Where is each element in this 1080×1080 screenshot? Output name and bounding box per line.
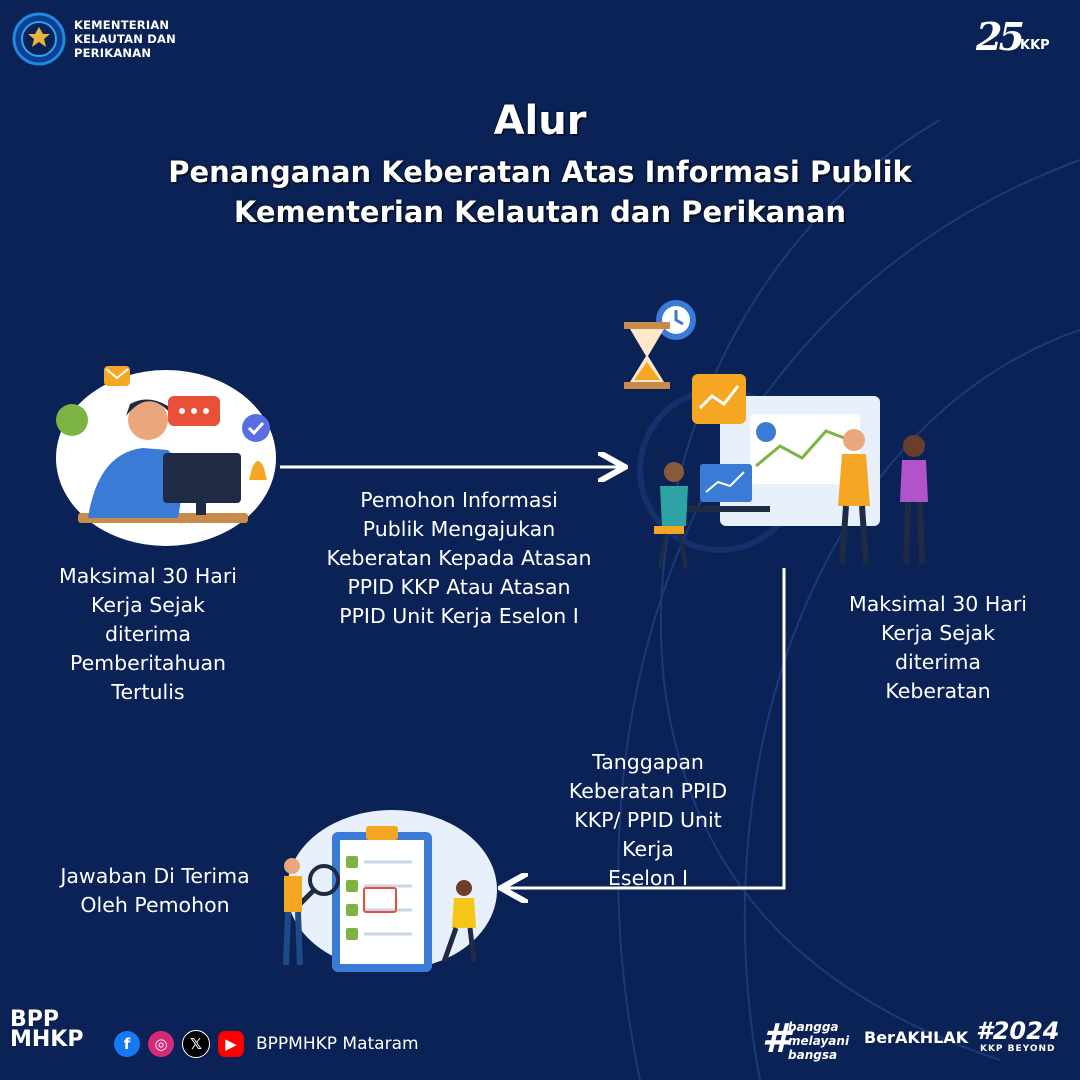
- ministry-line-2: KELAUTAN DAN: [74, 32, 176, 46]
- customer-service-illustration: [48, 358, 278, 548]
- mail-icon: [104, 366, 130, 386]
- anniversary-number: 25: [976, 14, 1021, 59]
- bppmhkp-logo: [10, 1007, 84, 1052]
- bangga-word-3: bangsa: [788, 1048, 838, 1062]
- x-icon[interactable]: 𝕏: [182, 1030, 210, 1058]
- clock-24-7-icon: [56, 404, 88, 436]
- checklist-illustration: [262, 800, 498, 975]
- kkp-beyond-2024-logo: [976, 1018, 1060, 1054]
- kkp-emblem-logo: [12, 12, 66, 66]
- bangga-word-2: melayani: [788, 1034, 850, 1048]
- team-dashboard-illustration: [620, 296, 950, 571]
- page-title: Alur: [493, 98, 587, 144]
- bpp-logo-line-2: MHKP: [10, 1027, 84, 1052]
- instagram-icon[interactable]: ◎: [148, 1031, 174, 1057]
- note-left-deadline: Maksimal 30 Hari Kerja Sejak diterima Pemberitahuan Tertulis: [59, 564, 237, 704]
- page-subtitle: Penanganan Keberatan Atas Informasi Publik Kementerian Kelautan dan Perikanan: [168, 155, 912, 229]
- ministry-line-3: PERIKANAN: [74, 46, 152, 60]
- kkp-25-anniversary-logo: [976, 14, 1058, 66]
- facebook-icon[interactable]: f: [114, 1031, 140, 1057]
- anniversary-brand: KKP: [1020, 38, 1050, 53]
- bangga-word-1: bangga: [788, 1020, 839, 1034]
- ministry-line-1: KEMENTERIAN: [74, 18, 170, 32]
- step-objection-response: Tanggapan Keberatan PPID KKP/ PPID Unit Kerja Eselon I: [568, 750, 728, 890]
- check-icon: [242, 414, 270, 442]
- bpp-logo-line-1: BPP: [10, 1007, 60, 1032]
- note-right-deadline: Maksimal 30 Hari Kerja Sejak diterima Keberatan: [849, 592, 1027, 703]
- berakhlak-logo: [864, 1028, 968, 1047]
- year-tag: #2024: [976, 1017, 1060, 1045]
- ministry-name: [74, 18, 176, 60]
- youtube-icon[interactable]: ▶: [218, 1031, 244, 1057]
- berakhlak-text: BerAKHLAK: [864, 1028, 969, 1047]
- year-sub: KKP BEYOND: [979, 1044, 1056, 1054]
- social-handle[interactable]: BPPMHKP Mataram: [256, 1034, 419, 1054]
- social-links: [114, 1030, 419, 1058]
- step-answer-received: Jawaban Di Terima Oleh Pemohon: [60, 864, 250, 917]
- step-submit-objection: Pemohon Informasi Publik Mengajukan Keberatan Kepada Atasan PPID KKP Atau Atasan PPID Unit Kerja Eselon I: [326, 488, 592, 628]
